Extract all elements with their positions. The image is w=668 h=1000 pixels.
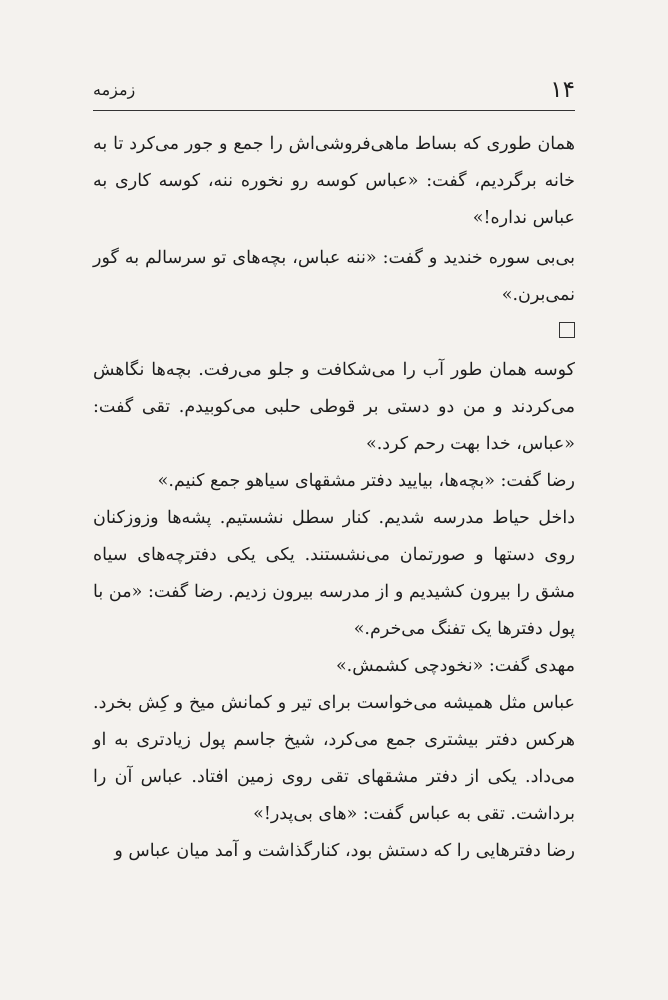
body-text xyxy=(93,126,575,870)
section-break-square-icon xyxy=(559,322,575,338)
paragraph: مهدی گفت: «نخودچی کشمش.» xyxy=(335,656,575,676)
paragraph: رضا دفترهایی را که دستش بود، کنارگذاشت و آمد میان عباس و xyxy=(114,841,575,861)
paragraph: همان طوری که بساط ماهی‌فروشی‌اش را جمع و جور می‌کرد تا به خانه برگردیم، گفت: «عباس کوسه رو نخوره ننه، کوسه کاری به عباس نداره!» xyxy=(93,134,575,228)
paragraph: رضا گفت: «بچه‌ها، بیایید دفتر مشقهای سیاهو جمع کنیم.» xyxy=(157,471,575,491)
paragraph: بی‌بی سوره خندید و گفت: «ننه عباس، بچه‌های تو سرسالم به گور نمی‌برن.» xyxy=(93,248,575,305)
page-number: ۱۴ xyxy=(550,77,575,103)
paragraph: کوسه همان طور آب را می‌شکافت و جلو می‌رفت. بچه‌ها نگاهش می‌کردند و من دو دستی بر قوطی حلبی می‌کوبیدم. تقی گفت: «عباس، خدا بهت رحم کرد.» xyxy=(93,360,575,454)
paragraph: عباس مثل همیشه می‌خواست برای تیر و کمانش میخ و کِش بخرد. هرکس دفتر بیشتری جمع می‌کرد، شیخ جاسم پول زیادتری به او می‌داد. یکی از دفتر مشقهای تقی روی زمین افتاد. عباس آن را برداشت. تقی به عباس گفت: «های بی‌پدر!» xyxy=(93,693,575,824)
page-header xyxy=(93,76,575,111)
paragraph: داخل حیاط مدرسه شدیم. کنار سطل نشستیم. پشه‌ها وزوزکنان روی دستها و صورتمان می‌نشستند. یکی یکی دفترچه‌های سیاه مشق را بیرون کشیدیم و از مدرسه بیرون زدیم. رضا گفت: «من با پول دفترها یک تفنگ می‌خرم.» xyxy=(93,508,575,639)
running-title: زمزمه xyxy=(93,80,136,99)
